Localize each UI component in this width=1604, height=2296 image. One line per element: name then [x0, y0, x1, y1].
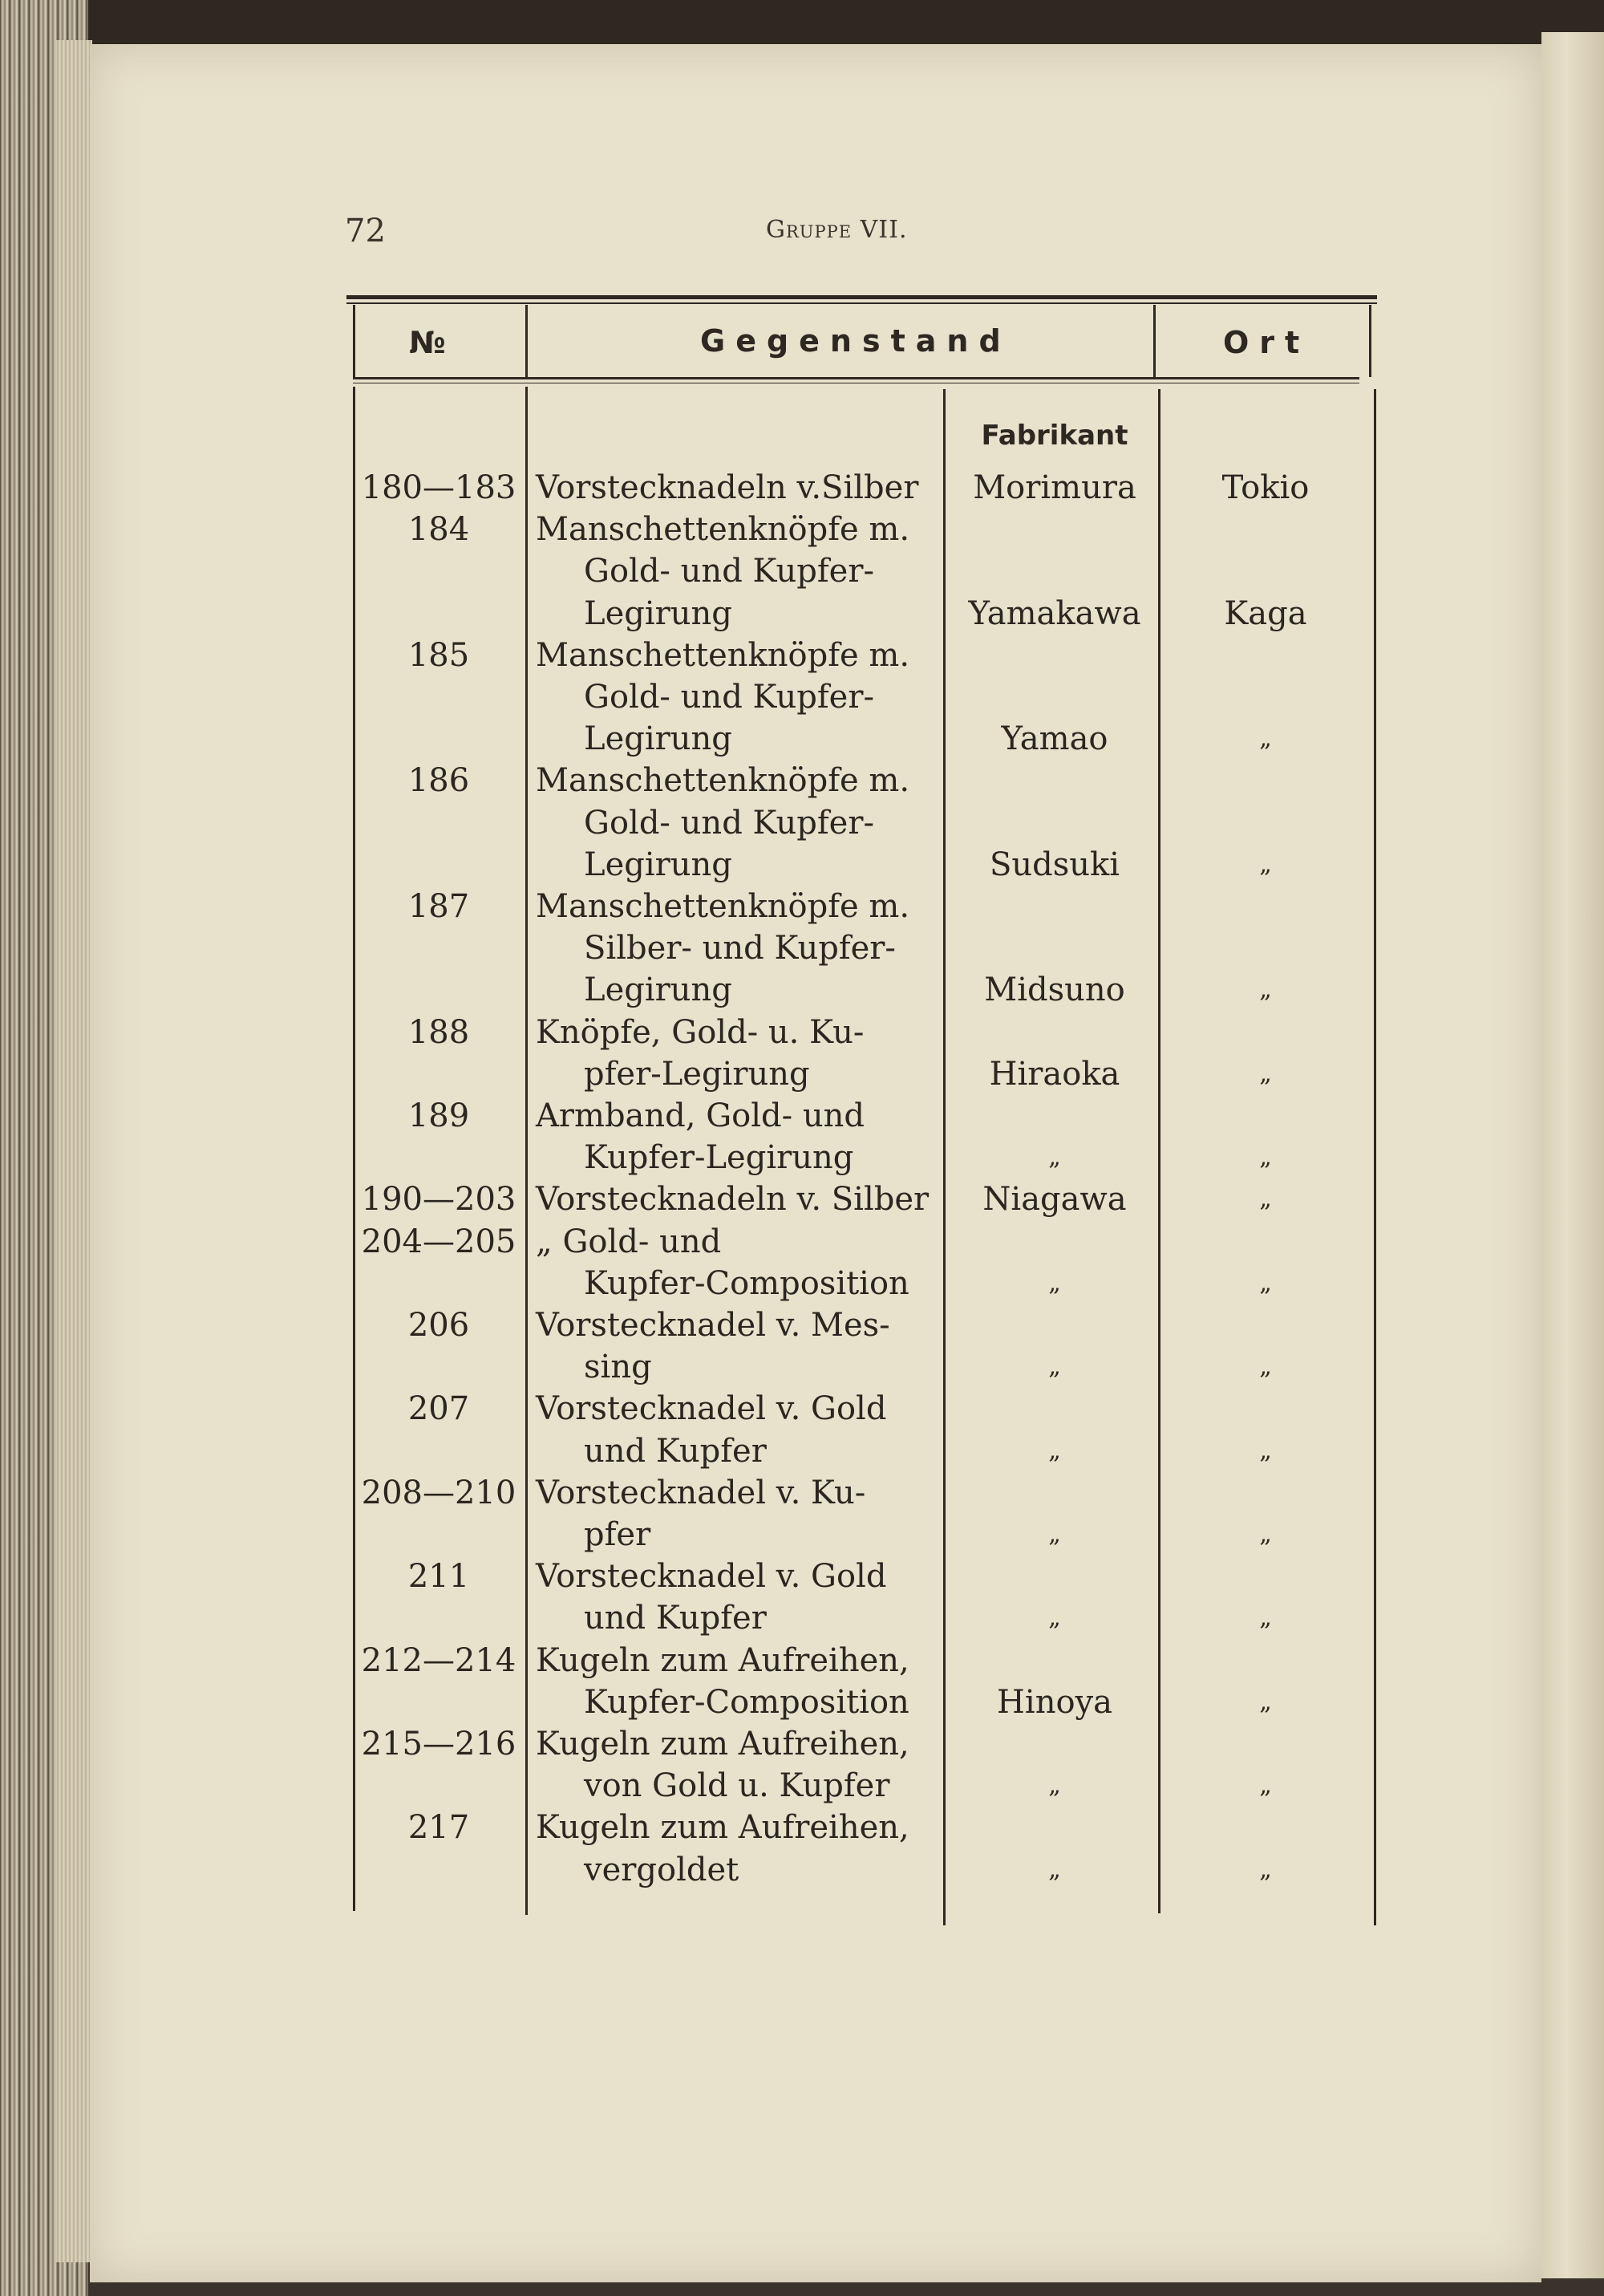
- header-left-border: [353, 305, 355, 377]
- row-number: 204—205: [361, 1223, 516, 1260]
- row-number: 206: [407, 1307, 470, 1344]
- manufacturer: „: [1048, 1143, 1061, 1172]
- page-number: 72: [345, 213, 386, 249]
- manufacturer: Yamao: [1001, 720, 1108, 758]
- row-number: 215—216: [361, 1726, 516, 1763]
- group-title: Gruppe VII.: [766, 216, 908, 244]
- location: „: [1259, 1185, 1272, 1214]
- item-description-line: und Kupfer: [584, 1600, 767, 1637]
- item-description-line: Legirung: [584, 972, 732, 1009]
- row-number: 184: [407, 511, 470, 549]
- header-separator-ort: [1153, 305, 1156, 377]
- item-description-line: Gold- und Kupfer-: [584, 804, 874, 842]
- item-description-line: und Kupfer: [584, 1432, 767, 1470]
- item-description-line: Vorstecknadel v. Gold: [536, 1390, 887, 1428]
- manufacturer: „: [1048, 1855, 1061, 1884]
- item-description-line: Kupfer-Composition: [584, 1683, 909, 1721]
- page-stack-edge: [56, 40, 92, 2262]
- manufacturer: Midsuno: [984, 972, 1125, 1009]
- item-description-line: Kupfer-Composition: [584, 1264, 909, 1302]
- item-description-line: Silber- und Kupfer-: [584, 930, 896, 967]
- location: Tokio: [1221, 469, 1310, 506]
- item-description-line: pfer: [584, 1516, 651, 1553]
- header-bottom-rule: [353, 377, 1359, 379]
- item-description-line: Legirung: [584, 846, 732, 883]
- item-description-line: sing: [584, 1349, 652, 1386]
- item-description-line: von Gold u. Kupfer: [584, 1767, 890, 1805]
- item-description-line: Knöpfe, Gold- u. Ku-: [536, 1013, 865, 1051]
- item-description-line: Kupfer-Legirung: [584, 1139, 854, 1177]
- manufacturer: „: [1048, 1771, 1061, 1800]
- header-right-border: [1369, 305, 1371, 377]
- item-description-line: Manschettenknöpfe m.: [536, 511, 910, 549]
- running-head: [345, 213, 1379, 261]
- item-description-line: „ Gold- und: [536, 1223, 722, 1260]
- manufacturer: Sudsuki: [989, 846, 1120, 883]
- item-description-line: Kugeln zum Aufreihen,: [536, 1641, 909, 1679]
- table-top-rule-thin: [346, 302, 1377, 304]
- facing-page-edge: [1541, 32, 1604, 2278]
- item-description-line: Vorstecknadel v. Gold: [536, 1558, 887, 1596]
- manufacturer: Hinoya: [997, 1683, 1112, 1721]
- row-number: 211: [407, 1558, 470, 1596]
- row-number: 186: [407, 762, 470, 800]
- location: „: [1259, 724, 1272, 753]
- item-description-line: Vorstecknadel v. Mes-: [536, 1307, 890, 1344]
- item-description-line: Kugeln zum Aufreihen,: [536, 1726, 909, 1763]
- location: „: [1259, 1604, 1272, 1633]
- location: „: [1259, 1059, 1272, 1088]
- location: „: [1259, 1143, 1272, 1172]
- row-number: 188: [407, 1013, 470, 1051]
- manufacturer: „: [1048, 1520, 1061, 1548]
- column-header-fabrikant: Fabrikant: [981, 420, 1128, 452]
- location: „: [1259, 1855, 1272, 1884]
- row-number: 207: [407, 1390, 470, 1428]
- column-header-ort: Ort: [1223, 325, 1310, 360]
- location: Kaga: [1224, 594, 1307, 632]
- row-number: 187: [407, 888, 470, 925]
- row-number: 212—214: [361, 1641, 516, 1679]
- row-number: 217: [407, 1809, 470, 1847]
- item-description-line: Gold- und Kupfer-: [584, 679, 874, 716]
- body-right-border: [1374, 389, 1376, 1925]
- item-description-line: Vorstecknadeln v.Silber: [536, 469, 919, 506]
- manufacturer: Hiraoka: [989, 1055, 1120, 1093]
- body-separator-nr: [525, 387, 528, 1915]
- location: „: [1259, 1771, 1272, 1800]
- location: „: [1259, 1268, 1272, 1297]
- manufacturer: „: [1048, 1436, 1061, 1465]
- table-top-rule: [346, 295, 1377, 299]
- item-description-line: Manschettenknöpfe m.: [536, 762, 910, 800]
- column-header-gegenstand: Gegenstand: [700, 323, 1011, 359]
- manufacturer: „: [1048, 1353, 1061, 1381]
- item-description-line: pfer-Legirung: [584, 1055, 810, 1093]
- column-header-nr: №: [409, 325, 456, 360]
- body-left-border: [353, 387, 355, 1911]
- row-number: 190—203: [361, 1181, 516, 1219]
- row-number: 180—183: [361, 469, 516, 506]
- item-description-line: Vorstecknadel v. Ku-: [536, 1474, 866, 1511]
- manufacturer: Morimura: [973, 469, 1136, 506]
- manufacturer: Niagawa: [982, 1181, 1127, 1219]
- manufacturer: „: [1048, 1268, 1061, 1297]
- item-description-line: Gold- und Kupfer-: [584, 553, 874, 590]
- location: „: [1259, 1687, 1272, 1716]
- item-description-line: vergoldet: [584, 1851, 739, 1888]
- location: „: [1259, 850, 1272, 878]
- item-description-line: Kugeln zum Aufreihen,: [536, 1809, 909, 1847]
- item-description-line: Manschettenknöpfe m.: [536, 636, 910, 674]
- item-description-line: Legirung: [584, 594, 732, 632]
- header-separator-nr: [525, 305, 528, 377]
- manufacturer: Yamakawa: [968, 594, 1141, 632]
- item-description-line: Manschettenknöpfe m.: [536, 888, 910, 925]
- location: „: [1259, 1436, 1272, 1465]
- row-number: 189: [407, 1097, 470, 1134]
- location: „: [1259, 1520, 1272, 1548]
- location: „: [1259, 1353, 1272, 1381]
- item-description-line: Armband, Gold- und: [536, 1097, 865, 1134]
- item-description-line: Vorstecknadeln v. Silber: [536, 1181, 930, 1219]
- book-top-edge: [0, 0, 1604, 44]
- row-number: 208—210: [361, 1474, 516, 1511]
- row-number: 185: [407, 636, 470, 674]
- manufacturer: „: [1048, 1604, 1061, 1633]
- item-description-line: Legirung: [584, 720, 732, 758]
- location: „: [1259, 976, 1272, 1004]
